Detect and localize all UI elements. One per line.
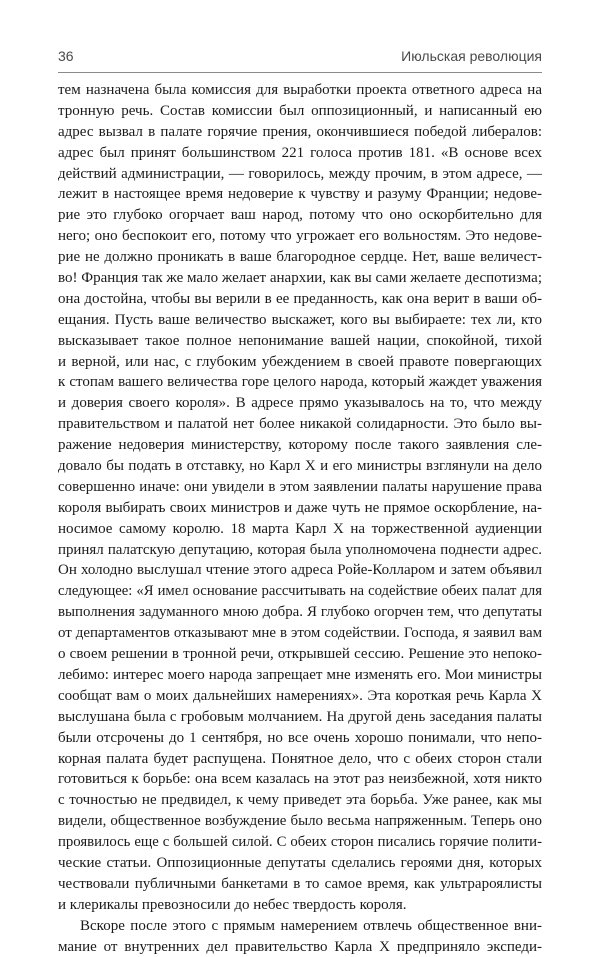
- text-line: она достойна, чтобы вы верили в ее преданность, как она верит в ваши об-: [58, 290, 542, 307]
- text-line: правительством и палатой нет более никакой солидарности. Это было вы-: [58, 416, 542, 433]
- page-number: 36: [58, 48, 74, 64]
- text-line: совершенно иначе: они увидели в этом заявлении палаты нарушение права: [58, 478, 542, 495]
- text-line: высказывает такое полное непонимание вашей нации, спокойной, тихой: [58, 332, 542, 349]
- text-line: тем назначена была комиссия для выработки проекта ответного адреса на: [58, 82, 542, 98]
- page-header: [58, 48, 542, 70]
- paragraph-2: [58, 916, 542, 957]
- body-text: [58, 80, 542, 957]
- text-line: видели, общественное возбуждение было весьма напряженным. Теперь оно: [58, 813, 542, 830]
- text-line: принял палатскую депутацию, которая была уполномочена поднести адрес.: [58, 541, 542, 558]
- text-line: действий администрации, — говорилось, между прочим, в этом адресе, —: [58, 165, 542, 182]
- text-line: к стопам вашего величества горе целого народа, который жаждет уважения: [58, 374, 542, 391]
- running-title: Июльская революция: [401, 48, 542, 64]
- text-line: о своем решении в тронной речи, открывшей сессию. Решение это непоко-: [58, 646, 542, 663]
- text-line: адрес был принят большинством 221 голоса против 181. «В основе всех: [58, 144, 542, 161]
- text-line: ещания. Пусть ваше величество выскажет, кого вы выбираете: тех ли, кто: [58, 311, 542, 328]
- text-line: лебимо: интерес моего народа запрещает мне изменять его. Мои министры: [58, 666, 542, 683]
- paragraph-1: [58, 80, 542, 916]
- text-line: выполнения задуманного мною добра. Я глубоко огорчен тем, что депутаты: [58, 604, 542, 621]
- text-line: носимое самому королю. 18 марта Карл X на торжественной аудиенции: [58, 520, 542, 537]
- text-line: рие не должно проникать в ваше благородное сердце. Нет, ваше величест-: [58, 249, 542, 266]
- text-line: корная палата будет распущена. Понятное дело, что с обеих сторон стали: [58, 750, 542, 767]
- text-line: довало бы подать в отставку, но Карл X и его министры взглянули на дело: [58, 458, 542, 475]
- text-line: тронную речь. Состав комиссии был оппозиционный, и написанный ею: [58, 102, 542, 119]
- text-line: от департаментов отказывают мне в этом содействии. Господа, я заявил вам: [58, 625, 542, 642]
- text-line: него; оно беспокоит его, потому что угрожает его вольностям. Это недове-: [58, 228, 542, 245]
- text-line: адрес вызвал в палате горячие прения, окончившиеся победой либералов:: [58, 123, 542, 140]
- text-line: и верной, или нас, с глубоким убеждением в своей правоте повергающих: [58, 353, 542, 370]
- text-line: проявилось еще с большей силой. С обеих сторон писались горячие полити-: [58, 834, 542, 851]
- text-line: следующее: «Я имел основание рассчитывать на содействие обеих палат для: [58, 583, 542, 600]
- text-line: выслушана была с гробовым молчанием. На другой день заседания палаты: [58, 708, 542, 725]
- text-line: были отсрочены до 1 сентября, но все очень хорошо понимали, что непо-: [58, 729, 542, 746]
- text-line: мание от внутренних дел правительство Карла X предприняло экспеди-: [58, 938, 542, 955]
- text-line: рие это глубоко огорчает ваш народ, потому что оно оскорбительно для: [58, 207, 542, 224]
- text-line: ражение недоверия министерству, которому после такого заявления сле-: [58, 437, 542, 454]
- text-line: чествовали публичными банкетами в то самое время, как ультрароялисты: [58, 875, 542, 892]
- text-line: короля выбирать своих министров и даже чуть не прямое оскорбление, на-: [58, 499, 542, 516]
- text-line: Он холодно выслушал чтение этого адреса Ройе-Колларом и затем объявил: [58, 562, 542, 579]
- text-line: во! Франция так же мало желает анархии, как вы сами желаете деспотизма;: [58, 270, 542, 287]
- text-line: лежит в настоящее время недоверие к чувству и разуму Франции; недове-: [58, 186, 542, 203]
- text-line: сообщат вам о моих дальнейших намерениях». Эта короткая речь Карла X: [58, 687, 542, 704]
- header-rule: [58, 72, 542, 73]
- text-line: и доверия своего короля». В адресе прямо указывалось на то, что между: [58, 395, 542, 412]
- text-line: ческие статьи. Оппозиционные депутаты сделались героями дня, которых: [58, 854, 542, 871]
- text-line: с точностью не предвидел, к чему приведет эта борьба. Уже ранее, как мы: [58, 792, 542, 809]
- text-line: Вскоре после этого с прямым намерением отвлечь общественное вни-: [80, 917, 542, 934]
- text-line: готовиться к борьбе: она всем казалась на этот раз неизбежной, хотя никто: [58, 771, 542, 788]
- text-line: и клерикалы превозносили до небес твердость короля.: [58, 896, 407, 913]
